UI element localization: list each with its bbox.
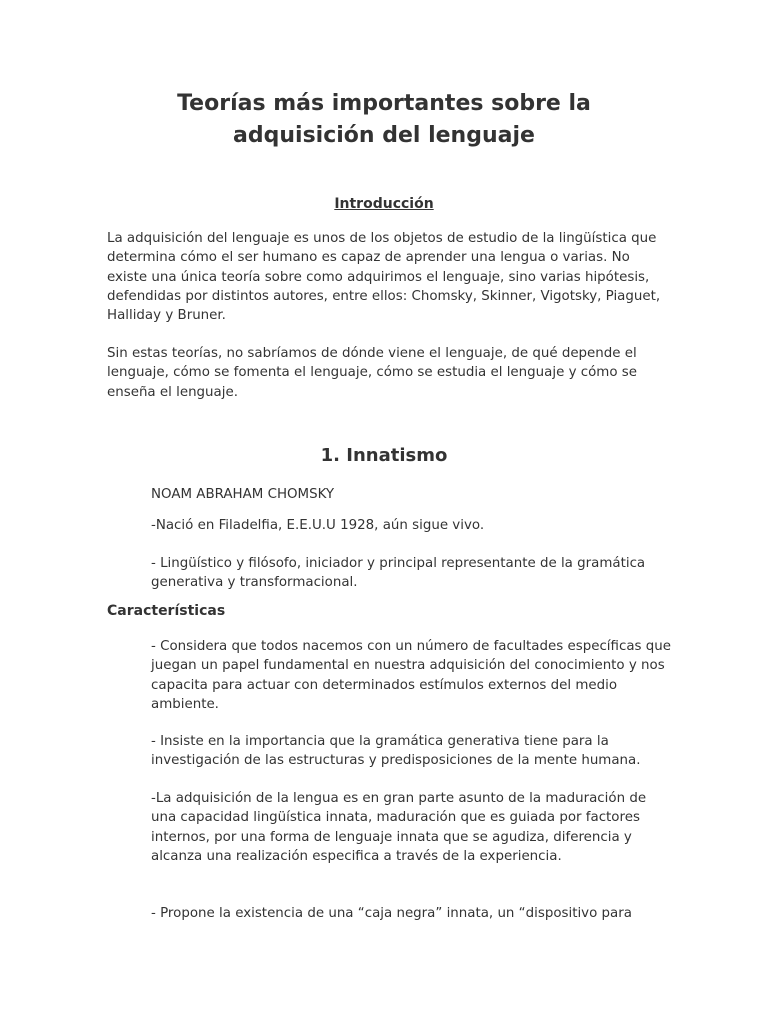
intro-paragraph-2: Sin estas teorías, no sabríamos de dónde viene el lenguaje, de qué depende el lenguaje, cómo se fomenta el lenguaje, cómo se estudia el lenguaje y cómo se enseña el lenguaje.: [107, 346, 638, 400]
title-line-2: adquisición del lenguaje: [233, 123, 535, 148]
intro-paragraph-1: La adquisición del lenguaje es unos de los objetos de estudio de la lingüística que determina cómo el ser humano es capaz de aprender una lengua o varias. No existe una única teoría sobre como adquirimos el lenguaje, sino varias hipótesis, defendidas por distintos autores, entre ellos: Chomsky, Skinner, Vigotsky, Piaguet, Halliday y Bruner.: [107, 231, 661, 324]
title-line-1: Teorías más importantes sobre la: [177, 91, 591, 116]
intro-heading: Introducción: [334, 196, 434, 212]
characteristic-item-3: -La adquisición de la lengua es en gran parte asunto de la maduración de una capacidad lingüística innata, maduración que es guiada por factores internos, por una forma de lenguaje innata que se agudiza, diferencia y alcanza una realización especifica a través de la experiencia.: [151, 791, 647, 864]
characteristic-item-1: - Considera que todos nacemos con un número de facultades específicas que juegan un papel fundamental en nuestra adquisición del conocimiento y nos capacita para actuar con determinados estímulos externos del medio ambiente.: [151, 639, 671, 712]
section-heading-innatismo: 1. Innatismo: [320, 445, 448, 466]
document-title: [0, 88, 768, 152]
characteristic-item-2: - Insiste en la importancia que la gramática generativa tiene para la investigación de las estructuras y predisposiciones de la mente humana.: [151, 734, 641, 769]
characteristics-heading: Características: [107, 603, 226, 619]
author-fact-1: -Nació en Filadelfia, E.E.U.U 1928, aún sigue vivo.: [151, 518, 485, 533]
author-fact-2: - Lingüístico y filósofo, iniciador y principal representante de la gramática generativa y transformacional.: [151, 556, 646, 591]
characteristic-item-4: - Propone la existencia de una “caja negra” innata, un “dispositivo para: [151, 906, 632, 921]
author-name: NOAM ABRAHAM CHOMSKY: [151, 487, 335, 502]
